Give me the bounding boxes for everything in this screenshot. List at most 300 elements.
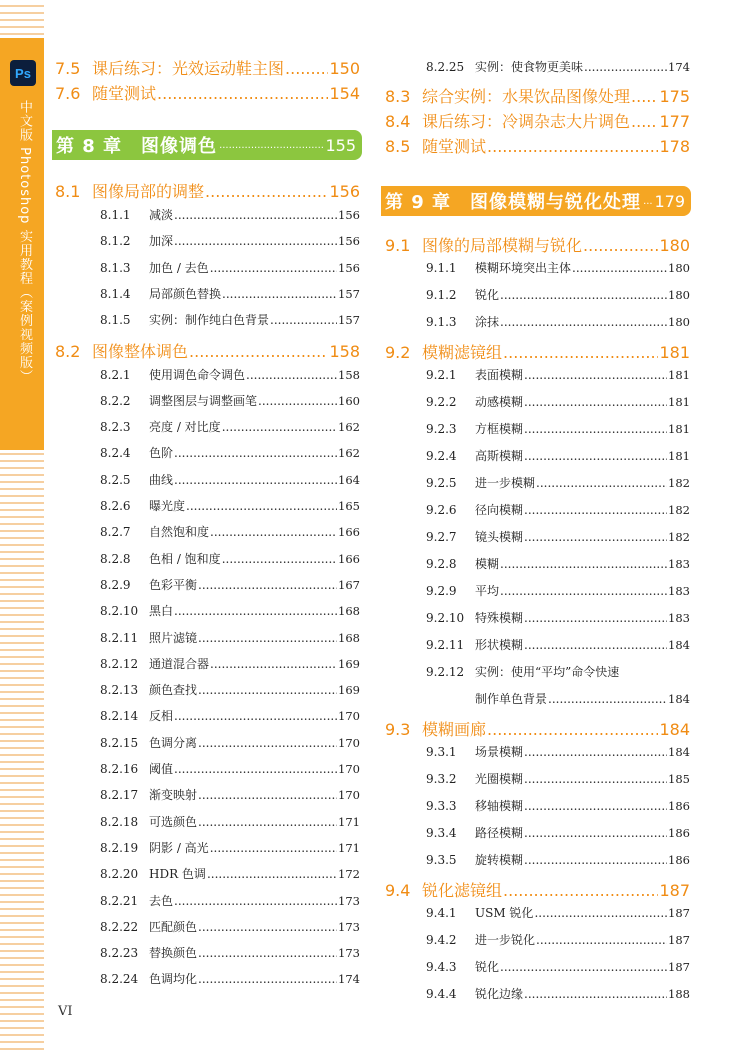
toc-subsection[interactable] [385,609,690,626]
subsection-number: 9.2.11 [426,638,465,652]
subsection-title: 可选颜色 [149,814,198,829]
leader-dots [524,449,667,463]
page-number: 173 [338,893,360,908]
toc-subsection[interactable] [55,418,360,435]
page-number: 187 [659,881,690,900]
leader-dots [157,84,328,103]
subsection-number: 8.2.4 [100,446,131,461]
toc-subsection[interactable] [385,366,690,383]
subsection-title: 径向模糊 [475,503,524,517]
subsection-title: 锐化边缘 [475,987,524,1001]
page-number: 188 [668,987,690,1001]
subsection-number: 8.2.20 [100,867,139,882]
toc-subsection[interactable] [385,528,690,545]
toc-section[interactable] [385,233,690,256]
leader-dots [584,60,667,74]
subsection-number: 9.2.4 [426,449,457,463]
subsection-number: 9.2.2 [426,395,457,409]
page-number: 187 [668,960,690,974]
toc-subsection[interactable] [55,786,360,803]
toc-subsection[interactable] [385,582,690,599]
toc-subsection[interactable] [55,839,360,856]
subsection-title: 色阶 [149,446,174,461]
page-number: 156 [338,234,360,249]
subsection-number: 8.2.7 [100,525,131,540]
section-title: 锐化滤镜组 [422,881,503,900]
subsection-title: 颜色查找 [149,683,198,698]
section-number: 9.3 [385,720,411,739]
page-number: 187 [668,906,690,920]
subsection-title: 匹配颜色 [149,919,198,934]
leader-dots [503,881,658,900]
toc-subsection[interactable] [55,734,360,751]
page-number: 170 [338,788,360,803]
toc-subsection[interactable] [385,985,690,1002]
subsection-title: 色相 / 饱和度 [149,551,221,566]
subsection-number: 8.2.5 [100,472,131,487]
subsection-title: 形状模糊 [475,638,524,652]
subsection-title: 替换颜色 [149,946,198,961]
leader-dots [524,422,667,436]
page-number: 186 [668,853,690,867]
page-number: 156 [338,208,360,222]
subsection-title: 黑白 [149,604,174,619]
toc-subsection[interactable] [385,743,690,760]
page-number: 168 [338,604,360,619]
toc-section[interactable] [385,340,690,363]
toc-subsection[interactable] [55,944,360,961]
leader-dots [524,772,667,786]
toc-subsection[interactable] [55,865,360,882]
subsection-number: 8.2.23 [100,946,139,961]
page-number: 184 [668,745,690,759]
leader-dots [487,720,658,739]
leader-dots [174,208,337,222]
leader-dots [500,584,667,598]
toc-subsection[interactable] [385,824,690,841]
leader-dots [198,683,337,697]
subsection-number: 8.2.22 [100,919,139,934]
photoshop-logo-icon: Ps [10,60,36,86]
subsection-title: 模糊环境突出主体 [475,261,572,275]
subsection-number: 8.2.3 [100,420,131,435]
subsection-title: 色调均化 [149,972,198,987]
leader-dots [210,525,337,539]
subsection-title: 平均 [475,584,500,598]
subsection-number: 9.2.8 [426,557,457,571]
leader-dots [205,182,328,201]
page-number: 170 [338,735,360,750]
subsection-number: 8.1.4 [100,286,131,301]
page-number: 172 [338,867,360,882]
page-number: 185 [668,772,690,786]
subsection-number: 9.3.2 [426,772,457,786]
section-number: 8.3 [385,87,411,106]
section-title: 课后练习：冷调杂志大片调色 [422,112,631,131]
page-number: 158 [338,367,360,382]
subsection-number: 8.2.17 [100,788,139,803]
leader-dots [174,604,337,618]
leader-dots [198,946,337,960]
subsection-title: 方框模糊 [475,422,524,436]
subsection-number: 9.2.5 [426,476,457,490]
toc-subsection[interactable] [55,760,360,777]
toc-subsection[interactable] [55,813,360,830]
toc-subsection[interactable] [55,311,360,328]
subsection-number: 8.2.9 [100,577,131,592]
subsection-number: 8.2.8 [100,551,131,566]
toc-subsection[interactable] [385,958,690,975]
toc-subsection[interactable] [55,366,360,383]
toc-subsection[interactable] [385,663,690,680]
chapter-8-banner[interactable] [52,130,362,160]
subsection-title: 减淡 [149,208,174,222]
page-folio: VI [58,1004,73,1019]
subsection-title: 通道混合器 [149,656,210,671]
subsection-number: 8.2.10 [100,604,139,619]
leader-dots [258,394,337,408]
toc-section[interactable] [385,134,690,157]
page-number: 180 [668,288,690,302]
leader-dots [536,476,667,490]
toc-subsection[interactable] [385,313,690,330]
toc-subsection[interactable] [55,523,360,540]
subsection-title: 色彩平衡 [149,577,198,592]
leader-dots [536,933,667,947]
toc-subsection[interactable] [385,501,690,518]
leader-dots [174,709,337,723]
page-number: 180 [659,236,690,255]
page-number: 150 [329,59,360,78]
page-number: 169 [338,683,360,698]
subsection-number: 9.1.1 [426,261,457,275]
leader-dots [189,342,328,361]
book-title: 中文版 Photoshop 实用教程（案例视频版） [17,100,32,384]
subsection-number: 9.2.10 [426,611,465,625]
leader-dots [487,137,658,156]
leader-dots [631,112,658,131]
page-number: 181 [668,422,690,436]
leader-dots [524,638,667,652]
toc-subsection[interactable] [55,918,360,935]
subsection-title: HDR 色调 [149,867,206,882]
toc-subsection-continued[interactable] [385,690,690,707]
subsection-number: 8.2.16 [100,762,139,776]
toc-subsection[interactable] [385,474,690,491]
chapter-title: 第 8 章 图像调色 [56,136,218,157]
subsection-title: 照片滤镜 [149,630,198,645]
page-number: 160 [338,393,360,408]
subsection-title-continued: 制作单色背景 [475,692,548,706]
leader-dots [198,972,337,986]
leader-dots [210,261,337,275]
toc-subsection[interactable] [385,851,690,868]
leader-dots [631,87,658,106]
subsection-number: 9.3.3 [426,799,457,813]
section-title: 图像的局部模糊与锐化 [422,236,583,255]
toc-subsection[interactable] [385,286,690,303]
leader-dots [222,552,337,566]
leader-dots [548,692,667,706]
leader-dots [524,745,667,759]
leader-dots [174,473,337,487]
toc-subsection[interactable] [55,497,360,514]
toc-subsection[interactable] [385,904,690,921]
subsection-title: 反相 [149,709,174,724]
section-number: 8.5 [385,137,411,156]
leader-dots [500,315,667,329]
section-number: 8.2 [55,341,81,361]
page-number: 164 [338,472,360,487]
subsection-number: 9.2.9 [426,584,457,598]
toc-subsection[interactable] [55,892,360,909]
page-number: 174 [668,60,690,74]
subsection-number: 9.2.3 [426,422,457,436]
subsection-number: 8.2.18 [100,814,139,829]
toc-subsection[interactable] [385,636,690,653]
subsection-number: 8.2.6 [100,499,131,513]
page-number: 181 [668,449,690,463]
leader-dots [524,503,667,517]
page-number: 170 [338,709,360,724]
page-number: 178 [659,137,690,156]
leader-dots [524,987,667,1001]
page-number: 177 [659,112,690,131]
subsection-title: 锐化 [475,960,500,974]
page-number: 187 [668,933,690,947]
subsection-number: 9.2.12 [426,665,465,679]
toc-subsection[interactable] [385,931,690,948]
subsection-title: 锐化 [475,288,500,302]
subsection-title: 色调分离 [149,735,198,750]
leader-dots [572,261,667,275]
leader-dots [534,906,667,920]
toc-subsection[interactable] [385,447,690,464]
toc-subsection[interactable] [55,550,360,567]
subsection-title: 特殊模糊 [475,611,524,625]
page-number: 154 [329,84,360,103]
toc-section[interactable] [385,109,690,132]
toc-subsection[interactable] [55,392,360,409]
subsection-number: 9.3.5 [426,853,457,867]
toc-section[interactable] [385,84,690,107]
subsection-title: 模糊 [475,557,500,571]
subsection-number: 8.2.14 [100,709,139,724]
leader-dots [524,826,667,840]
leader-dots [174,234,337,248]
section-title: 图像整体调色 [92,341,189,361]
toc-subsection[interactable] [55,232,360,249]
subsection-number: 9.4.4 [426,987,457,1001]
leader-dots [500,960,667,974]
toc-subsection[interactable] [385,797,690,814]
toc-section[interactable] [385,717,690,740]
page-number: 156 [329,182,360,201]
section-title: 课后练习：光效运动鞋主图 [92,59,285,78]
toc-subsection[interactable] [385,393,690,410]
toc-right-column [385,0,690,1050]
toc-subsection[interactable] [385,770,690,787]
toc-subsection[interactable] [385,420,690,437]
toc-subsection[interactable] [55,970,360,987]
section-number: 8.4 [385,112,411,131]
toc-subsection[interactable] [55,655,360,672]
page-number: 181 [668,395,690,409]
toc-subsection[interactable] [55,576,360,593]
subsection-title: 涂抹 [475,315,500,329]
toc-section[interactable] [385,878,690,901]
page-number: 186 [668,826,690,840]
chapter-9-banner[interactable] [381,186,691,216]
subsection-number: 8.2.21 [100,893,139,908]
toc-section[interactable] [55,339,360,362]
page-number: 182 [668,476,690,490]
subsection-title: 渐变映射 [149,788,198,803]
leader-dots [219,140,323,151]
leader-dots [643,196,652,207]
section-title: 模糊滤镜组 [422,343,503,362]
subsection-number: 8.2.11 [100,630,139,645]
toc-subsection[interactable] [55,681,360,698]
subsection-number: 9.4.2 [426,933,457,947]
subsection-number: 9.2.6 [426,503,457,517]
page-number: 171 [338,840,360,855]
subsection-number: 8.2.24 [100,972,139,987]
subsection-title: 加深 [149,234,174,249]
page-number: 167 [338,577,360,592]
toc-subsection[interactable] [385,259,690,276]
page-number: 156 [338,260,360,275]
subsection-number: 8.1.3 [100,260,131,275]
section-number: 9.4 [385,881,411,900]
subsection-title: 镜头模糊 [475,530,524,544]
subsection-number: 9.2.7 [426,530,457,544]
toc-subsection[interactable] [55,285,360,302]
leader-dots [198,631,337,645]
page-number: 173 [338,946,360,961]
page-number: 171 [338,814,360,829]
leader-dots [500,288,667,302]
leader-dots [198,920,337,934]
toc-section[interactable] [55,81,360,104]
subsection-number: 8.2.2 [100,393,131,408]
page-number: 168 [338,630,360,645]
subsection-title: 表面模糊 [475,368,524,382]
leader-dots [198,578,337,592]
section-title: 随堂测试 [92,84,157,103]
page-number: 181 [659,343,690,362]
leader-dots [270,313,337,327]
page-number: 183 [668,557,690,571]
page-number: 184 [659,720,690,739]
page-number: 182 [668,503,690,517]
section-title: 随堂测试 [422,137,487,156]
subsection-number: 9.2.1 [426,368,457,382]
section-title: 模糊画廊 [422,720,487,739]
leader-dots [524,799,667,813]
toc-subsection[interactable] [55,259,360,276]
subsection-number: 9.1.2 [426,288,457,302]
subsection-title: 曝光度 [149,499,186,513]
leader-dots [524,853,667,867]
subsection-title: 旋转模糊 [475,853,524,867]
leader-dots [174,446,337,460]
subsection-number: 9.3.4 [426,826,457,840]
chapter-page-number: 155 [325,135,356,155]
subsection-title: 动感模糊 [475,395,524,409]
toc-subsection[interactable] [55,602,360,619]
page-number: 162 [338,446,360,461]
leader-dots [285,59,328,78]
toc-section[interactable] [55,179,360,202]
subsection-title: 光圈模糊 [475,772,524,786]
page-number: 184 [668,692,690,706]
subsection-title: 移轴模糊 [475,799,524,813]
toc-subsection[interactable] [55,629,360,646]
page-number: 181 [668,368,690,382]
section-number: 7.5 [55,59,81,78]
subsection-title: 调整图层与调整画笔 [149,393,258,408]
subsection-title: 实例：使食物更美味 [475,60,584,74]
leader-dots [186,499,337,513]
page-number: 166 [338,551,360,566]
leader-dots [246,368,337,382]
leader-dots [222,287,337,301]
section-number: 8.1 [55,182,81,201]
toc-subsection[interactable] [385,555,690,572]
toc-subsection[interactable] [55,206,360,223]
leader-dots [524,368,667,382]
toc-subsection[interactable] [55,444,360,461]
page-number: 183 [668,611,690,625]
page-number: 175 [659,87,690,106]
page-number: 186 [668,799,690,813]
toc-subsection[interactable] [55,707,360,724]
subsection-title: 实例：制作纯白色背景 [149,313,270,328]
toc-subsection[interactable] [385,58,690,75]
subsection-number: 8.1.5 [100,313,131,328]
subsection-number: 8.2.15 [100,735,139,750]
subsection-title: 高斯模糊 [475,449,524,463]
subsection-title: 亮度 / 对比度 [149,420,221,435]
subsection-title: 场景模糊 [475,745,524,759]
leader-dots [174,762,337,776]
page-number: 162 [338,420,360,435]
leader-dots [222,420,337,434]
leader-dots [174,894,337,908]
leader-dots [524,530,667,544]
page-number: 165 [338,499,360,513]
subsection-title: 进一步锐化 [475,933,536,947]
subsection-number: 8.2.1 [100,367,131,382]
section-number: 9.1 [385,236,411,255]
section-title: 综合实例：水果饮品图像处理 [422,87,631,106]
subsection-title: 路径模糊 [475,826,524,840]
leader-dots [198,788,337,802]
page-number: 158 [329,341,360,361]
chapter-page-number: 179 [654,191,685,211]
subsection-number: 8.2.12 [100,656,139,671]
toc-section[interactable] [55,56,360,79]
section-number: 9.2 [385,343,411,362]
subsection-number: 8.2.25 [426,60,465,74]
page-number: 169 [338,656,360,671]
subsection-number: 8.2.19 [100,840,139,855]
leader-dots [524,395,667,409]
page-number: 157 [338,313,360,328]
toc-subsection[interactable] [55,471,360,488]
chapter-title: 第 9 章 图像模糊与锐化处理 [385,192,642,213]
